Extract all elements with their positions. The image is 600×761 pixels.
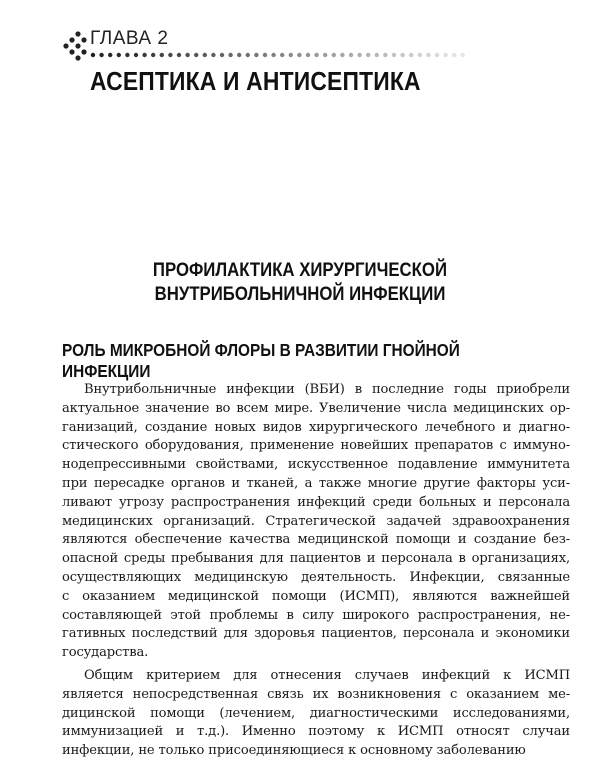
rule-dot: [409, 53, 413, 57]
subsection-heading: [62, 340, 502, 382]
body-line: при пересадке органов и тканей, а также многие другие факторы уси-: [62, 475, 570, 491]
rule-dot: [125, 53, 129, 57]
body-text: [62, 381, 570, 761]
rule-dot: [185, 53, 189, 57]
rule-dot: [280, 53, 284, 57]
rule-dot: [160, 53, 164, 57]
rule-dot: [340, 53, 344, 57]
body-line: медицинских организаций. Стратегической задачей здравоохранения: [62, 513, 570, 529]
rule-dot: [177, 53, 181, 57]
rule-dot: [108, 53, 112, 57]
rule-dot: [99, 53, 103, 57]
rule-dot: [194, 53, 198, 57]
body-line: являются обеспечение качества медицинской помощи и создание без-: [62, 532, 570, 548]
rule-dot: [91, 53, 95, 57]
rule-dot: [349, 53, 353, 57]
rule-dot: [357, 53, 361, 57]
rule-dot: [168, 53, 172, 57]
rule-dot: [314, 53, 318, 57]
body-line: дицинской помощи (лечением, диагностическими исследованиями,: [62, 705, 570, 721]
rule-dot: [211, 53, 215, 57]
body-line: нодепрессивными свойствами, искусственное подавление иммунитета: [62, 457, 570, 473]
rule-dot: [263, 53, 267, 57]
body-line: с оказанием медицинской помощи (ИСМП), являются важнейшей: [62, 588, 570, 604]
rule-dot: [297, 53, 301, 57]
body-line: актуальное значение во всем мире. Увеличение числа медицинских ор-: [62, 400, 570, 416]
body-line: ливают угрозу распространения инфекций среди больных и персонала: [62, 494, 570, 510]
rule-dot: [289, 53, 293, 57]
body-line: гативных последствий для здоровья пациентов, персонала и экономики: [62, 626, 570, 642]
body-line: опасной среды пребывания для пациентов и персонала в организациях,: [62, 551, 570, 567]
rule-dot: [366, 53, 370, 57]
rule-dot: [246, 53, 250, 57]
body-line: Внутрибольничные инфекции (ВБИ) в последние годы приобрели: [84, 382, 570, 397]
body-line: составляющей этой проблемы в силу широкого распространения, не-: [62, 607, 570, 623]
rule-dot: [452, 53, 456, 57]
rule-dot: [151, 53, 155, 57]
rule-dot: [237, 53, 241, 57]
body-line: осуществляющих медицинскую деятельность. Инфекции, связанные: [62, 569, 570, 585]
chapter-label: ГЛАВА 2: [90, 28, 169, 49]
rule-dot: [332, 53, 336, 57]
body-line: ганизаций, создание новых видов хирургического лечебного и диагно-: [62, 419, 570, 435]
section-heading-line1: ПРОФИЛАКТИКА ХИРУРГИЧЕСКОЙ: [152, 259, 448, 281]
body-line: государства.: [62, 645, 149, 661]
rule-dot: [323, 53, 327, 57]
body-line: инфекции, не только присоединяющиеся к основному заболеванию: [62, 743, 526, 759]
rule-dot: [134, 53, 138, 57]
rule-dot: [375, 53, 379, 57]
rule-dot: [271, 53, 275, 57]
rule-dot: [228, 53, 232, 57]
body-line: является непосредственная связь их возникновения с оказанием ме-: [62, 686, 570, 702]
rule-dot: [117, 53, 121, 57]
chapter-dot-rule: [90, 52, 470, 58]
section-heading-line2: ВНУТРИБОЛЬНИЧНОЙ ИНФЕКЦИИ: [154, 283, 446, 305]
rule-dot: [400, 53, 404, 57]
chapter-dots-decoration: [62, 28, 88, 66]
body-line: иммунизацией и т.д.). Именно поэтому к ИСМП относят случаи: [62, 724, 570, 740]
rule-dot: [383, 53, 387, 57]
body-line: Общим критерием для отнесения случаев инфекций к ИСМП: [84, 667, 570, 683]
section-heading: [0, 258, 600, 306]
rule-dot: [254, 53, 258, 57]
rule-dot: [392, 53, 396, 57]
rule-dot: [418, 53, 422, 57]
rule-dot: [461, 53, 465, 57]
subsection-heading-line2: ИНФЕКЦИИ: [62, 361, 151, 381]
body-line: стического оборудования, применение новейших препаратов с иммуно-: [62, 438, 570, 454]
rule-dot: [306, 53, 310, 57]
rule-dot: [142, 53, 146, 57]
rule-dot: [220, 53, 224, 57]
chapter-title: АСЕПТИКА И АНТИСЕПТИКА: [90, 66, 421, 96]
subsection-heading-line1: РОЛЬ МИКРОБНОЙ ФЛОРЫ В РАЗВИТИИ ГНОЙНОЙ: [62, 340, 460, 360]
rule-dot: [426, 53, 430, 57]
rule-dot: [203, 53, 207, 57]
rule-dot: [435, 53, 439, 57]
rule-dot: [443, 53, 447, 57]
